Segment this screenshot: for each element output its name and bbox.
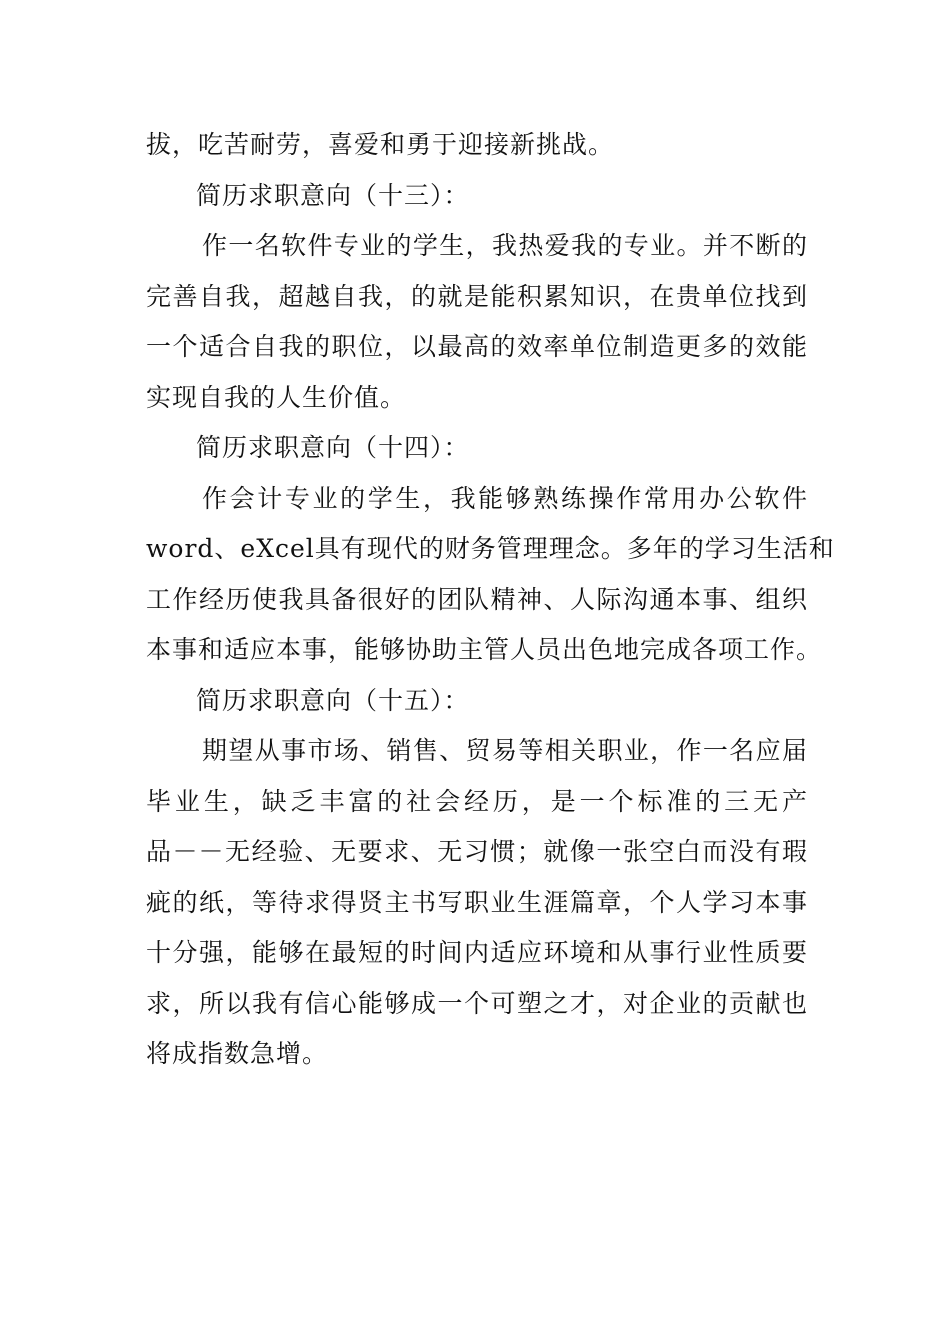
- paragraph-line: 将成指数急增。: [146, 1039, 329, 1068]
- paragraph-line: word、eXcel具有现代的财务管理理念。多年的学习生活和: [146, 534, 835, 563]
- paragraph-line: 拔，吃苦耐劳，喜爱和勇于迎接新挑战。: [146, 130, 615, 159]
- section-heading: 简历求职意向（十四）：: [196, 433, 470, 462]
- paragraph-line: 作会计专业的学生，我能够熟练操作常用办公软件: [202, 483, 808, 513]
- paragraph-line: 实现自我的人生价值。: [146, 382, 407, 412]
- paragraph-line: 疵的纸，等待求得贤主书写职业生涯篇章，个人学习本事: [146, 887, 808, 917]
- paragraph-line: 一个适合自我的职位，以最高的效率单位制造更多的效能: [146, 332, 808, 361]
- paragraph-line: 完善自我，超越自我，的就是能积累知识，在贵单位找到: [146, 281, 808, 311]
- paragraph-line: 工作经历使我具备很好的团队精神、人际沟通本事、组织: [146, 584, 808, 614]
- paragraph-line: 毕业生，缺乏丰富的社会经历，是一个标准的三无产: [146, 786, 808, 816]
- paragraph-line: 求，所以我有信心能够成一个可塑之才，对企业的贡献也: [146, 988, 808, 1018]
- document-body: [146, 120, 835, 1080]
- paragraph-line: 作一名软件专业的学生，我热爱我的专业。并不断的: [202, 231, 808, 260]
- section-heading: 简历求职意向（十三）：: [196, 180, 470, 210]
- paragraph-line: 期望从事市场、销售、贸易等相关职业，作一名应届: [202, 736, 808, 765]
- paragraph-line: 品－－无经验、无要求、无习惯；就像一张空白而没有瑕: [146, 837, 808, 866]
- paragraph-line: 十分强，能够在最短的时间内适应环境和从事行业性质要: [146, 938, 808, 967]
- section-heading: 简历求职意向（十五）：: [196, 685, 470, 715]
- paragraph-line: 本事和适应本事，能够协助主管人员出色地完成各项工作。: [146, 635, 823, 664]
